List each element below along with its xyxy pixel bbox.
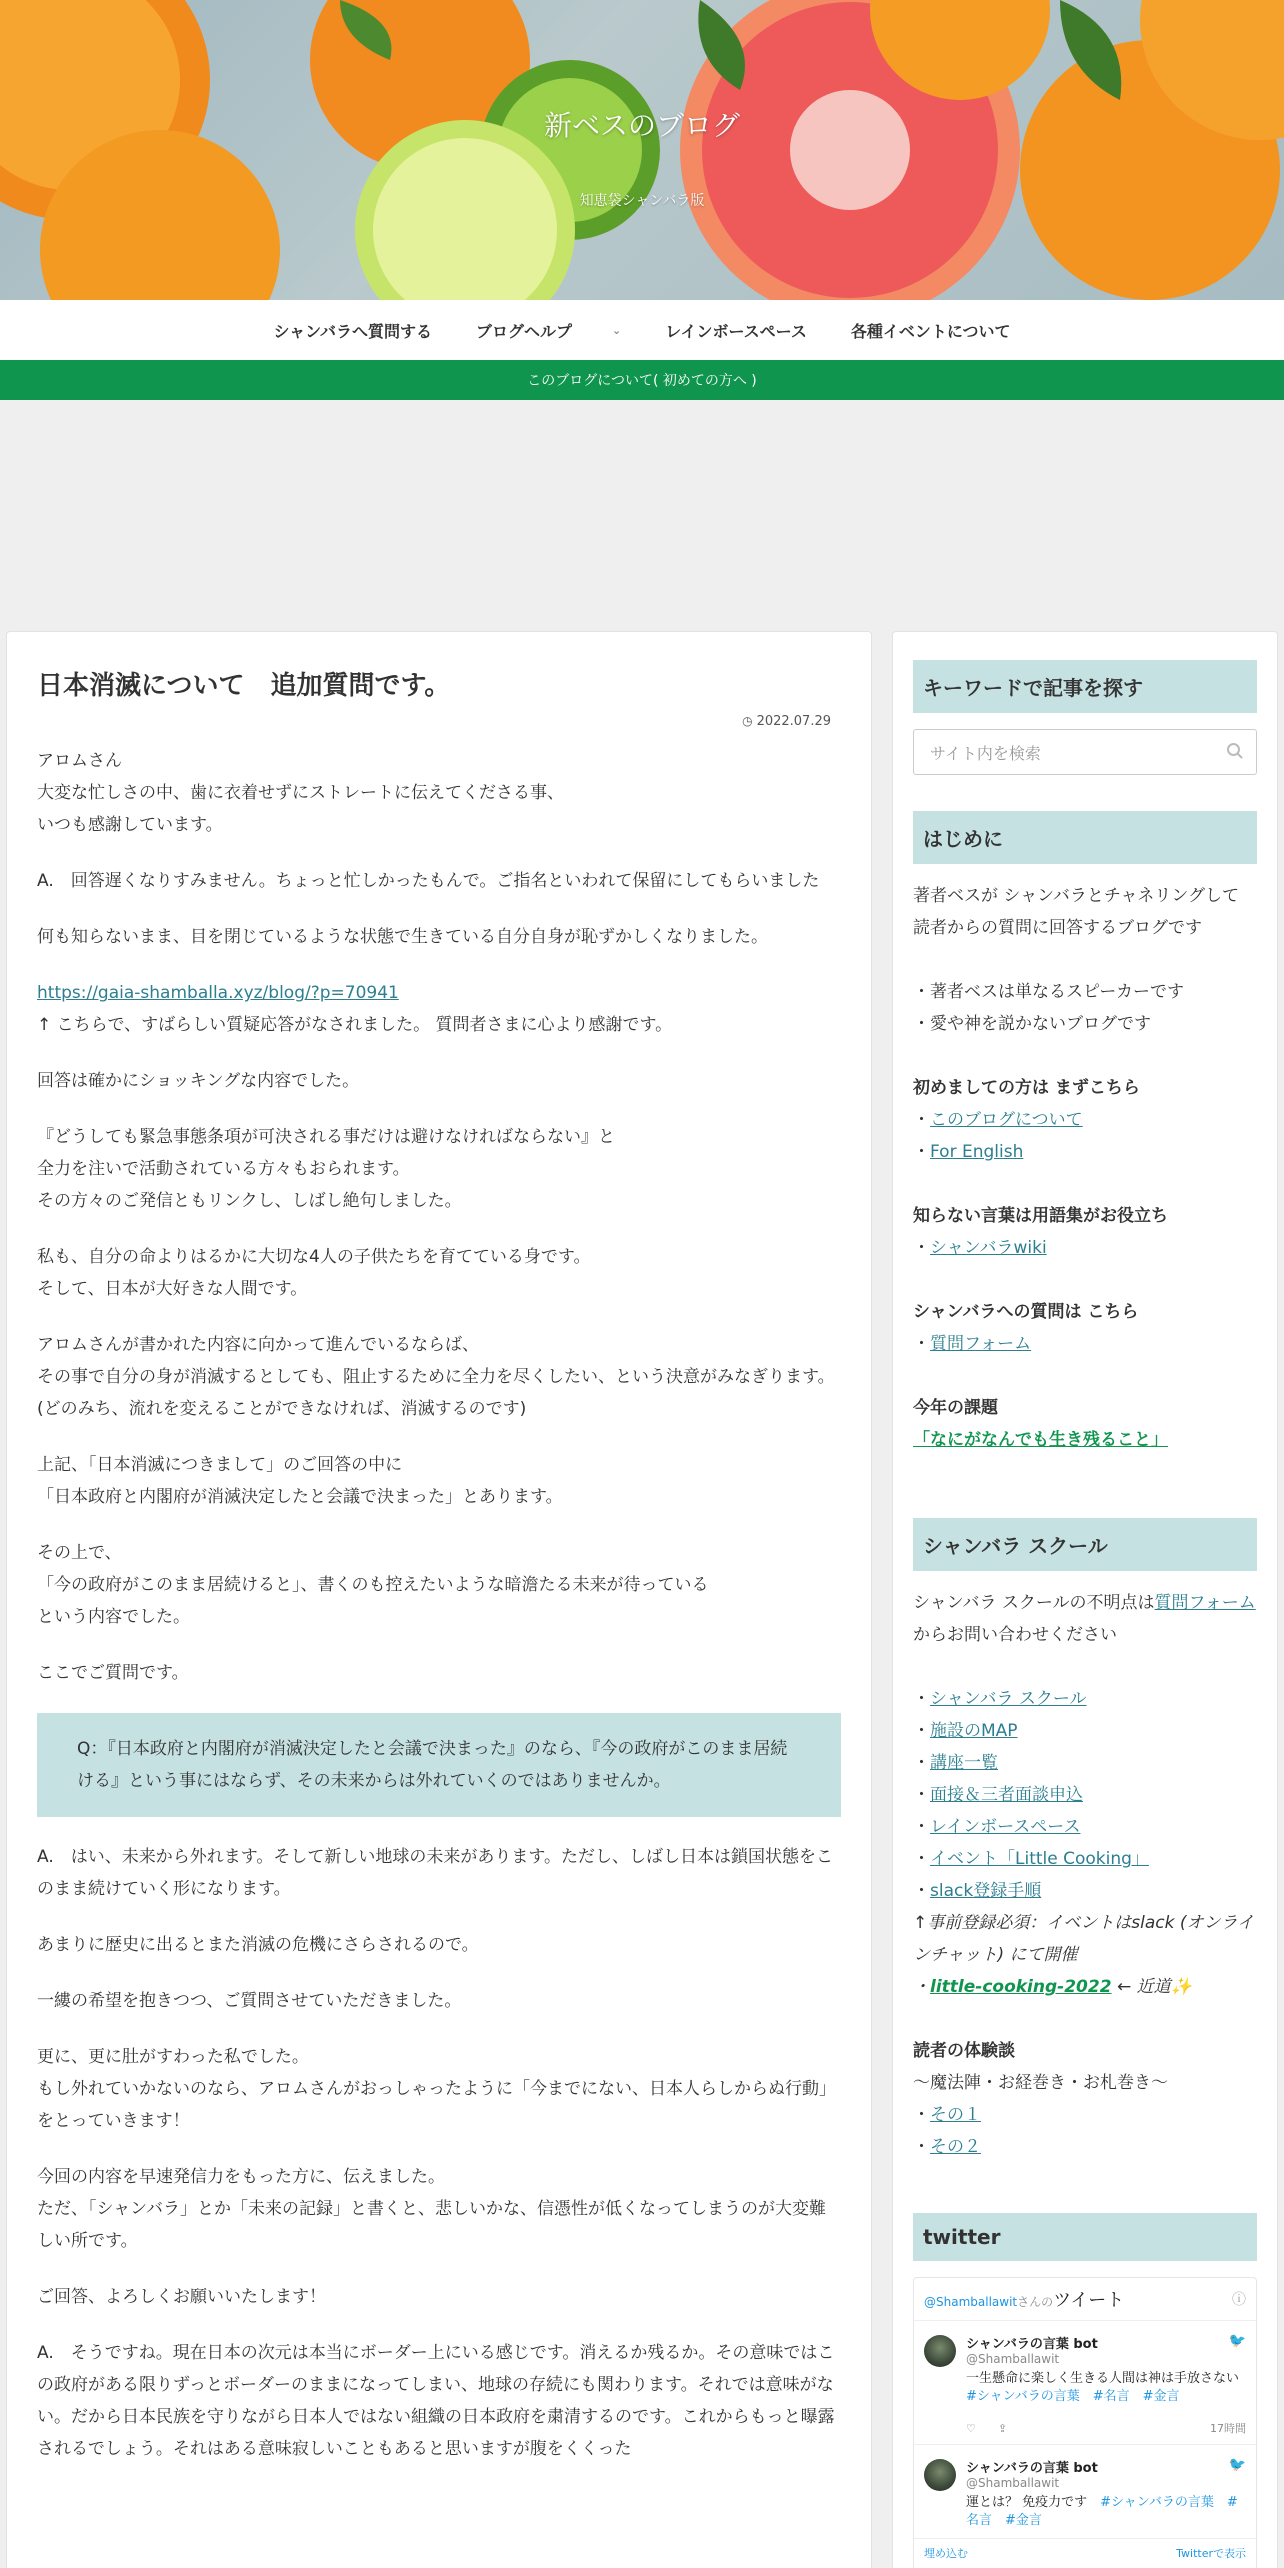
courses-link[interactable]: 講座一覧 [930,1753,998,1773]
chevron-down-icon: ⌄ [612,323,622,337]
nav-item-blog-help[interactable]: ブログヘルプ ⌄ [476,321,622,341]
avatar[interactable] [924,2459,956,2491]
global-nav [0,300,1284,360]
twitter-timeline: @Shamballawitさんのツイート ⓘ 🐦 シャンバラの言葉 bot @Shamballawit 一生懸命に楽しく生きる人間は神は手放さない #シャンバラの言葉 #名言 #金言 ♡ ⇪ 17時間 🐦 シャンバラの言葉 bot @Shamballawit 運とは？ 免疫力です #シャンバラの言葉 #名言 #金言 埋め込む Twitterで表示 [913,2277,1257,2568]
paragraph: あまりに歴史に出るとまた消滅の危機にさらされるので。 [37,1935,479,1956]
question-form-link[interactable]: 質問フォーム [930,1334,1032,1354]
first-visit-heading: 初めましての方は まずこちら [913,1078,1140,1098]
twitter-widget-title: twitter [913,2213,1257,2261]
school-question-form-link[interactable]: 質問フォーム [1154,1593,1256,1613]
nav-item-rainbow-space[interactable]: レインボースペース [665,321,807,341]
search-input[interactable]: サイト内を検索 [913,729,1257,775]
site-title[interactable]: 新ベスのブログ [543,109,740,142]
tweet-time[interactable]: 17時間 [1210,2422,1246,2435]
about-blog-link[interactable]: このブログについて [930,1110,1083,1130]
paragraph: 更に、更に肚がすわった私でした。 もし外れていかないのなら、アロムさんがおっしゃったように「今までにない、日本人らしからぬ行動」をとっていきます！ [37,2047,836,2132]
interview-link[interactable]: 面接＆三者面談申込 [930,1785,1083,1805]
view-on-twitter-link[interactable]: Twitterで表示 [1176,2547,1246,2560]
wiki-link[interactable]: シャンバラwiki [930,1238,1047,1258]
article [6,631,872,2568]
paragraph: 『どうしても緊急事態条項が可決される事だけは避けなければならない』と 全力を注いで活動されている方々もおられます。 その方々のご発信ともリンクし、しばし絶句しました。 [37,1127,615,1212]
reader-link-2[interactable]: その２ [930,2137,981,2157]
theme-link[interactable]: 「なにがなんでも生き残ること」 [913,1430,1168,1450]
paragraph: その上で、 「今の政府がこのまま居続けると」、書くのも控えたいような暗澹たる未来が待っている という内容でした。 [37,1543,709,1628]
paragraph: 今回の内容を早速発信力をもった方に、伝えました。 ただ、「シャンバラ」とか「未来の記録」と書くと、悲しいかな、信憑性が低くなってしまうのが大変難しい所です。 [37,2167,826,2252]
rainbow-space-link[interactable]: レインボースペース [930,1817,1081,1837]
search-icon[interactable] [1226,742,1244,760]
sidebar: キーワードで記事を探す サイト内を検索 はじめに 著者ベスが シャンバラとチャネリングして 読者からの質問に回答するブログです ・著者ベスは単なるスピーカーです ・愛や神を説かないブログです 初めましての方は まずこちら ・このブログについて ・For English 知らない言葉は用語集がお役立ち ・シャンバラwiki シャンバラへの質問は こちら ・質問フォーム 今年の課題 「なにがなんでも生き残ること」 シャンバラ スクール シャンバラ スクールの不明点は質問フォームからお問い合わせください ・シャンバラ スクール ・施設のMAP ・講座一覧 ・面接＆三者面談申込 ・レインボースペース ・イベント「Little Cooking」 ・slack登録手順 ↑事前登録必須：イベントはslack (オンラインチャット) にて開催 ・little-cooking-2022 ← 近道✨ 読者の体験談 〜魔法陣・お経巻き・お札巻き〜 ・その１ ・その２ twitter @Shamballawitさんのツイート ⓘ 🐦 シャンバラの言葉 bot @Shamballawit 一生懸命に楽しく生きる人間は神は手放さない #シャンバラの言葉 #名言 #金言 ♡ ⇪ 17時間 🐦 シャンバラの言葉 bot @Shamballawit 運とは？ 免疫力です #シャンバラの言葉 #名言 #金言 埋め込む Twitterで表示 [892,631,1278,2568]
school-note: ↑事前登録必須：イベントはslack (オンラインチャット) にて開催 [913,1913,1254,1965]
paragraph: ご回答、よろしくお願いいたします！ [37,2287,326,2308]
school-link[interactable]: シャンバラ スクール [930,1689,1087,1709]
paragraph: アロムさんが書かれた内容に向かって進んでいるならば、 その事で自分の身が消滅するとしても、阻止するために全力を尽くしたい、という決意がみなぎります。 (どのみち、流れを変えることができなければ、消滅するのです) [37,1335,835,1420]
reader-sub: 〜魔法陣・お経巻き・お札巻き〜 [913,2073,1168,2093]
tweet[interactable]: 🐦 シャンバラの言葉 bot @Shamballawit 運とは？ 免疫力です #シャンバラの言葉 #名言 #金言 [914,2445,1256,2539]
notice-bar[interactable] [0,360,1284,400]
school-widget-title: シャンバラ スクール [913,1518,1257,1571]
paragraph: アロムさん 大変な忙しさの中、歯に衣着せずにストレートに伝えてくださる事、 いつも感謝しています。 [37,751,564,836]
page-title: 日本消滅について 追加質問です。 [37,671,451,701]
glossary-heading: 知らない言葉は用語集がお役立ち [913,1206,1168,1226]
paragraph: 上記、「日本消滅につきまして」のご回答の中に 「日本政府と内閣府が消滅決定したと会議で決まった」とあります。 [37,1455,563,1508]
paragraph: https://gaia-shamballa.xyz/blog/?p=70941 ↑ こちらで、すばらしい質疑応答がなされました。 質問者さまに心より感謝です。 [37,983,673,1036]
info-icon[interactable]: ⓘ [1232,2292,1246,2308]
paragraph: 一縷の希望を抱きつつ、ご質問させていただきました。 [37,1991,462,2012]
paragraph: A. はい、未来から外れます。そして新しい地球の未来があります。ただし、しばし日本は鎖国状態をこのまま続けていく形になります。 [37,1847,834,1900]
paragraph: A. 回答遅くなりすみません。ちょっと忙しかったもんで。ご指名といわれて保留にしてもらいました [37,871,820,892]
like-icon[interactable]: ♡ ⇪ [966,2422,1008,2435]
notice-text[interactable]: このブログについて( 初めての方へ ) [527,373,757,389]
intro-point: ・愛や神を説かないブログです [913,1014,1151,1034]
paragraph: A. そうですね。現在日本の次元は本当にボーダー上にいる感じです。消えるか残るか。その意味ではこの政府がある限りずっとボーダーのままになってしまい、地球の存続にも関わります。それでは意味がない。だから日本民族を守りながら日本人ではない組織の日本政府を粛清するのです。これからもっと曝露されるでしょう。それはある意味寂しいこともあると思いますが腹をくくった [37,2343,835,2460]
twitter-bird-icon[interactable]: 🐦 [1228,2457,1246,2473]
tweet[interactable]: 🐦 シャンバラの言葉 bot @Shamballawit 一生懸命に楽しく生きる人間は神は手放さない #シャンバラの言葉 #名言 #金言 ♡ ⇪ 17時間 [914,2321,1256,2445]
twitter-bird-icon[interactable]: 🐦 [1228,2333,1246,2349]
map-link[interactable]: 施設のMAP [930,1721,1018,1741]
header-image [0,0,1284,300]
paragraph: 何も知らないまま、目を閉じているような状態で生きている自分自身が恥ずかしくなりました。 [37,927,768,948]
article-body [37,745,841,2465]
question-heading: シャンバラへの質問は こちら [913,1302,1139,1322]
little-cooking-link[interactable]: イベント「Little Cooking」 [930,1849,1149,1869]
slack-link[interactable]: slack登録手順 [930,1881,1042,1901]
reader-heading: 読者の体験談 [913,2041,1015,2061]
school-text: シャンバラ スクールの不明点は質問フォームからお問い合わせください [913,1593,1256,1645]
fruit-illustration [0,0,1284,300]
site-tagline: 知恵袋シャンバラ版 [579,193,705,209]
reader-link-1[interactable]: その１ [930,2105,981,2125]
paragraph: 回答は確かにショッキングな内容でした。 [37,1071,360,1092]
paragraph: ここでご質問です。 [37,1663,189,1684]
embed-link[interactable]: 埋め込む [924,2547,968,2560]
intro-widget-title: はじめに [913,811,1257,864]
question-box: Q：『日本政府と内閣府が消滅決定したと会議で決まった』のなら、『今の政府がこのまま居続ける』という事にはならず、その未来からは外れていくのではありませんか。 [37,1713,841,1817]
avatar[interactable] [924,2335,956,2367]
intro-point: ・著者ベスは単なるスピーカーです [913,982,1184,1002]
theme-heading: 今年の課題 [913,1398,998,1418]
post-date: ◷ 2022.07.29 [742,714,831,730]
reference-link[interactable]: https://gaia-shamballa.xyz/blog/?p=70941 [37,983,399,1004]
paragraph: 私も、自分の命よりはるかに大切な4人の子供たちを育てている身です。 そして、日本が大好きな人間です。 [37,1247,591,1300]
twitter-handle[interactable]: @Shamballawit [924,2295,1018,2309]
event-link[interactable]: little-cooking-2022 [930,1977,1112,1997]
search-widget-title: キーワードで記事を探す [913,660,1257,713]
intro-text: 著者ベスが シャンバラとチャネリングして 読者からの質問に回答するブログです [913,886,1240,938]
clock-icon: ◷ [742,714,753,729]
for-english-link[interactable]: For English [930,1142,1024,1162]
nav-item-ask-shamballa[interactable]: シャンバラへ質問する [273,321,433,341]
nav-item-events[interactable]: 各種イベントについて [850,321,1011,341]
